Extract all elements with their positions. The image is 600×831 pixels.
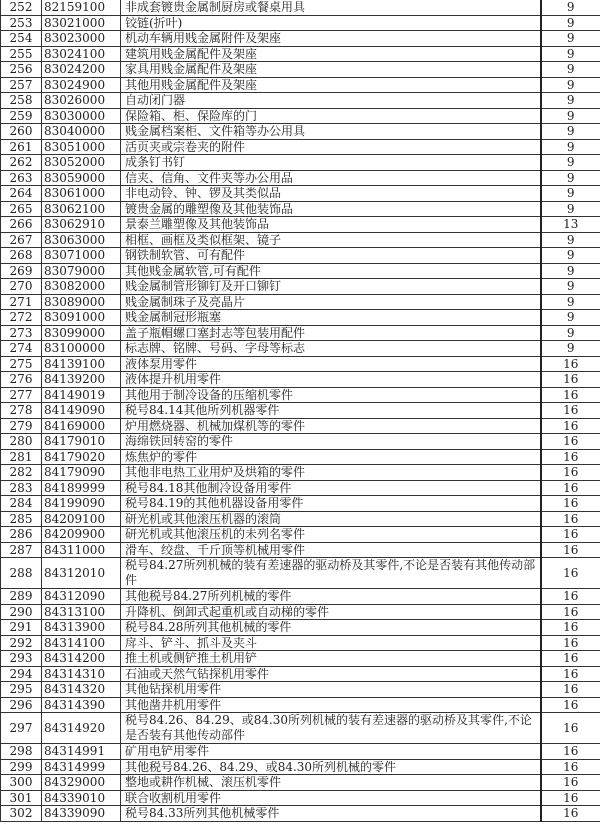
rate-cell: 9 [541,263,600,279]
row-number-cell: 254 [1,31,42,47]
commodity-code-cell: 83026000 [42,93,121,109]
row-number-cell: 274 [1,341,42,357]
table-row [1,744,600,760]
description-cell: 其他钻探机用零件 [121,682,541,698]
row-number-cell: 270 [1,279,42,295]
commodity-code-cell: 83040000 [42,124,121,140]
commodity-code-cell: 84149019 [42,387,121,403]
description-cell: 铰链(折叶) [121,15,541,31]
row-number-cell: 261 [1,139,42,155]
table-row [1,0,600,15]
rate-cell: 16 [541,775,600,791]
rate-cell: 9 [541,31,600,47]
rate-cell: 9 [541,15,600,31]
rate-cell: 16 [541,682,600,698]
description-cell: 贱金属档案柜、文件箱等办公用具 [121,124,541,140]
table-row [1,294,600,310]
rate-cell: 16 [541,744,600,760]
rate-cell: 16 [541,418,600,434]
table-row [1,434,600,450]
row-number-cell: 298 [1,744,42,760]
rate-cell: 16 [541,356,600,372]
table-row [1,511,600,527]
description-cell: 联合收割机用零件 [121,790,541,806]
rate-cell: 16 [541,372,600,388]
rate-cell: 16 [541,558,600,589]
rate-cell: 16 [541,604,600,620]
table-row [1,496,600,512]
commodity-code-cell: 83079000 [42,263,121,279]
row-number-cell: 264 [1,186,42,202]
row-number-cell: 294 [1,666,42,682]
row-number-cell: 295 [1,682,42,698]
rate-cell: 16 [541,620,600,636]
table-row [1,651,600,667]
commodity-code-cell: 84329000 [42,775,121,791]
description-cell: 戽斗、铲斗、抓斗及夹斗 [121,635,541,651]
table-row [1,15,600,31]
commodity-code-cell: 84339010 [42,790,121,806]
commodity-code-cell: 83030000 [42,108,121,124]
rate-cell: 9 [541,186,600,202]
row-number-cell: 277 [1,387,42,403]
description-cell: 自动闭门器 [121,93,541,109]
table-row [1,620,600,636]
table-row [1,682,600,698]
description-cell: 税号84.19的其他机器设备用零件 [121,496,541,512]
rate-cell: 16 [541,449,600,465]
commodity-code-cell: 83082000 [42,279,121,295]
row-number-cell: 275 [1,356,42,372]
description-cell: 税号84.33所列其他机械零件 [121,806,541,822]
table-row [1,635,600,651]
rate-cell: 16 [541,403,600,419]
row-number-cell: 258 [1,93,42,109]
commodity-code-cell: 83059000 [42,170,121,186]
table-row [1,31,600,47]
commodity-code-cell: 84314999 [42,759,121,775]
table-row [1,558,600,589]
table-row [1,790,600,806]
table-row [1,713,600,744]
table-row [1,201,600,217]
commodity-code-cell: 83099000 [42,325,121,341]
description-cell: 其他非电热工业用炉及烘箱的零件 [121,465,541,481]
commodity-code-cell: 83062100 [42,201,121,217]
commodity-code-cell: 84314920 [42,713,121,744]
table-row [1,279,600,295]
description-cell: 贱金属制管形铆钉及开口铆钉 [121,279,541,295]
commodity-code-cell: 84179020 [42,449,121,465]
row-number-cell: 269 [1,263,42,279]
table-row [1,186,600,202]
table-row [1,310,600,326]
table-row [1,666,600,682]
row-number-cell: 301 [1,790,42,806]
table-row [1,170,600,186]
table-row [1,589,600,605]
rate-cell: 16 [541,496,600,512]
description-cell: 贱金属制珠子及亮晶片 [121,294,541,310]
commodity-code-cell: 83024900 [42,77,121,93]
description-cell: 升降机、倒卸式起重机或自动梯的零件 [121,604,541,620]
description-cell: 信夹、信角、文件夹等办公用品 [121,170,541,186]
row-number-cell: 283 [1,480,42,496]
table-row [1,465,600,481]
rate-cell: 9 [541,294,600,310]
rate-cell: 16 [541,434,600,450]
rate-cell: 16 [541,697,600,713]
row-number-cell: 284 [1,496,42,512]
row-number-cell: 252 [1,0,42,15]
rate-cell: 9 [541,46,600,62]
description-cell: 研光机或其他滚压机器的滚筒 [121,511,541,527]
row-number-cell: 257 [1,77,42,93]
table-row [1,527,600,543]
description-cell: 其他用于制冷设备的压缩机零件 [121,387,541,403]
row-number-cell: 259 [1,108,42,124]
rate-cell: 9 [541,155,600,171]
table-row [1,542,600,558]
rate-cell: 16 [541,542,600,558]
row-number-cell: 291 [1,620,42,636]
table-row [1,232,600,248]
description-cell: 其他税号84.26、84.29、或84.30所列机械的零件 [121,759,541,775]
rate-cell: 16 [541,589,600,605]
rate-cell: 9 [541,201,600,217]
rate-cell: 9 [541,232,600,248]
description-cell: 景泰兰雕塑像及其他装饰品 [121,217,541,233]
description-cell: 滑车、绞盘、千斤顶等机械用零件 [121,542,541,558]
rate-cell: 16 [541,527,600,543]
row-number-cell: 285 [1,511,42,527]
table-row [1,108,600,124]
table-row [1,93,600,109]
table-row [1,124,600,140]
table-row [1,217,600,233]
table-row [1,356,600,372]
rate-cell: 9 [541,248,600,264]
description-cell: 液体提升机用零件 [121,372,541,388]
description-cell: 保险箱、柜、保险库的门 [121,108,541,124]
rate-cell: 16 [541,635,600,651]
table-row [1,418,600,434]
commodity-code-cell: 84314100 [42,635,121,651]
row-number-cell: 290 [1,604,42,620]
rate-cell: 9 [541,93,600,109]
row-number-cell: 262 [1,155,42,171]
row-number-cell: 273 [1,325,42,341]
rate-cell: 9 [541,341,600,357]
commodity-code-cell: 84314390 [42,697,121,713]
row-number-cell: 276 [1,372,42,388]
rate-cell: 9 [541,77,600,93]
table-row [1,449,600,465]
rate-cell: 16 [541,790,600,806]
description-cell: 镀贵金属的雕塑像及其他装饰品 [121,201,541,217]
rate-cell: 9 [541,310,600,326]
description-cell: 海绵铁回转窑的零件 [121,434,541,450]
rate-cell: 9 [541,170,600,186]
rate-cell: 9 [541,0,600,15]
row-number-cell: 260 [1,124,42,140]
commodity-code-cell: 84139200 [42,372,121,388]
commodity-code-cell: 84189999 [42,480,121,496]
commodity-code-cell: 84199090 [42,496,121,512]
row-number-cell: 281 [1,449,42,465]
row-number-cell: 302 [1,806,42,822]
row-number-cell: 256 [1,62,42,78]
rate-cell: 9 [541,279,600,295]
commodity-code-cell: 84314200 [42,651,121,667]
table-row [1,77,600,93]
rate-cell: 16 [541,806,600,822]
description-cell: 建筑用贱金属配件及架座 [121,46,541,62]
commodity-code-cell: 83089000 [42,294,121,310]
rate-cell: 16 [541,480,600,496]
rate-cell: 13 [541,217,600,233]
table-row [1,248,600,264]
table-row [1,480,600,496]
row-number-cell: 286 [1,527,42,543]
description-cell: 税号84.14其他所列机器零件 [121,403,541,419]
row-number-cell: 255 [1,46,42,62]
commodity-code-cell: 83023000 [42,31,121,47]
description-cell: 成条钉书钉 [121,155,541,171]
description-cell: 贱金属制冠形瓶塞 [121,310,541,326]
table-row [1,372,600,388]
description-cell: 炼焦炉的零件 [121,449,541,465]
rate-cell: 9 [541,62,600,78]
rate-cell: 9 [541,139,600,155]
description-cell: 家具用贱金属配件及架座 [121,62,541,78]
commodity-code-cell: 84312010 [42,558,121,589]
row-number-cell: 278 [1,403,42,419]
description-cell: 其他贱金属软管,可有配件 [121,263,541,279]
row-number-cell: 279 [1,418,42,434]
commodity-code-cell: 83062910 [42,217,121,233]
row-number-cell: 280 [1,434,42,450]
table-row [1,46,600,62]
description-cell: 标志牌、铭牌、号码、字母等标志 [121,341,541,357]
table-row [1,806,600,822]
row-number-cell: 268 [1,248,42,264]
rate-cell: 16 [541,387,600,403]
commodity-code-cell: 84313100 [42,604,121,620]
description-cell: 液体泵用零件 [121,356,541,372]
row-number-cell: 292 [1,635,42,651]
rate-cell: 16 [541,465,600,481]
commodity-code-cell: 84139100 [42,356,121,372]
commodity-code-cell: 83021000 [42,15,121,31]
description-cell: 研光机或其他滚压机的未列名零件 [121,527,541,543]
commodity-code-cell: 83100000 [42,341,121,357]
table-row [1,155,600,171]
commodity-code-cell: 83024200 [42,62,121,78]
row-number-cell: 289 [1,589,42,605]
commodity-code-cell: 83061000 [42,186,121,202]
commodity-code-cell: 83052000 [42,155,121,171]
commodity-code-cell: 84179010 [42,434,121,450]
table-row [1,341,600,357]
description-cell: 相框、画框及类似框架、镜子 [121,232,541,248]
commodity-code-cell: 83024100 [42,46,121,62]
description-cell: 推土机或侧铲推土机用铲 [121,651,541,667]
commodity-code-cell: 84339090 [42,806,121,822]
description-cell: 税号84.28所列其他机械的零件 [121,620,541,636]
description-cell: 其他税号84.27所列机械的零件 [121,589,541,605]
row-number-cell: 297 [1,713,42,744]
description-cell: 石油或天然气钻探机用零件 [121,666,541,682]
description-cell: 其他用贱金属配件及架座 [121,77,541,93]
rate-cell: 16 [541,666,600,682]
commodity-code-cell: 82159100 [42,0,121,15]
commodity-code-cell: 84209100 [42,511,121,527]
row-number-cell: 299 [1,759,42,775]
commodity-code-cell: 84313900 [42,620,121,636]
table-row [1,325,600,341]
description-cell: 炉用燃烧器、机械加煤机等的零件 [121,418,541,434]
description-cell: 钢铁制软管、可有配件 [121,248,541,264]
row-number-cell: 272 [1,310,42,326]
description-cell: 矿用电铲用零件 [121,744,541,760]
description-cell: 机动车辆用贱金属附件及架座 [121,31,541,47]
commodity-code-cell: 84314310 [42,666,121,682]
commodity-code-cell: 83063000 [42,232,121,248]
description-cell: 税号84.18其他制冷设备用零件 [121,480,541,496]
rate-cell: 16 [541,713,600,744]
rate-cell: 9 [541,124,600,140]
row-number-cell: 296 [1,697,42,713]
commodity-code-cell: 84209900 [42,527,121,543]
commodity-code-cell: 84149090 [42,403,121,419]
row-number-cell: 267 [1,232,42,248]
table-row [1,139,600,155]
tariff-table-body [1,0,600,821]
row-number-cell: 253 [1,15,42,31]
table-row [1,387,600,403]
description-cell: 非成套镀贵金属制厨房或餐桌用具 [121,0,541,15]
description-cell: 盖子瓶帽螺口塞封志等包装用配件 [121,325,541,341]
row-number-cell: 287 [1,542,42,558]
commodity-code-cell: 84311000 [42,542,121,558]
commodity-code-cell: 83071000 [42,248,121,264]
description-cell: 活页夹或宗卷夹的附件 [121,139,541,155]
rate-cell: 16 [541,651,600,667]
commodity-code-cell: 84314320 [42,682,121,698]
table-row [1,775,600,791]
description-cell: 税号84.27所列机械的装有差速器的驱动桥及其零件,不论是否装有其他传动部件 [121,558,541,589]
row-number-cell: 293 [1,651,42,667]
row-number-cell: 288 [1,558,42,589]
rate-cell: 9 [541,108,600,124]
rate-cell: 16 [541,759,600,775]
row-number-cell: 282 [1,465,42,481]
row-number-cell: 271 [1,294,42,310]
commodity-code-cell: 84169000 [42,418,121,434]
rate-cell: 16 [541,511,600,527]
table-row [1,759,600,775]
row-number-cell: 266 [1,217,42,233]
table-row [1,697,600,713]
commodity-code-cell: 83051000 [42,139,121,155]
row-number-cell: 263 [1,170,42,186]
commodity-code-cell: 84312090 [42,589,121,605]
commodity-code-cell: 83091000 [42,310,121,326]
description-cell: 整地或耕作机械、滚压机零件 [121,775,541,791]
row-number-cell: 300 [1,775,42,791]
description-cell: 非电动铃、钟、锣及其类似品 [121,186,541,202]
commodity-code-cell: 84314991 [42,744,121,760]
row-number-cell: 265 [1,201,42,217]
table-row [1,604,600,620]
rate-cell: 9 [541,325,600,341]
table-row [1,62,600,78]
commodity-code-cell: 84179090 [42,465,121,481]
table-row [1,263,600,279]
description-cell: 其他凿井机用零件 [121,697,541,713]
table-row [1,403,600,419]
description-cell: 税号84.26、84.29、或84.30所列机械的装有差速器的驱动桥及其零件,不论是否装有其他传动部件 [121,713,541,744]
